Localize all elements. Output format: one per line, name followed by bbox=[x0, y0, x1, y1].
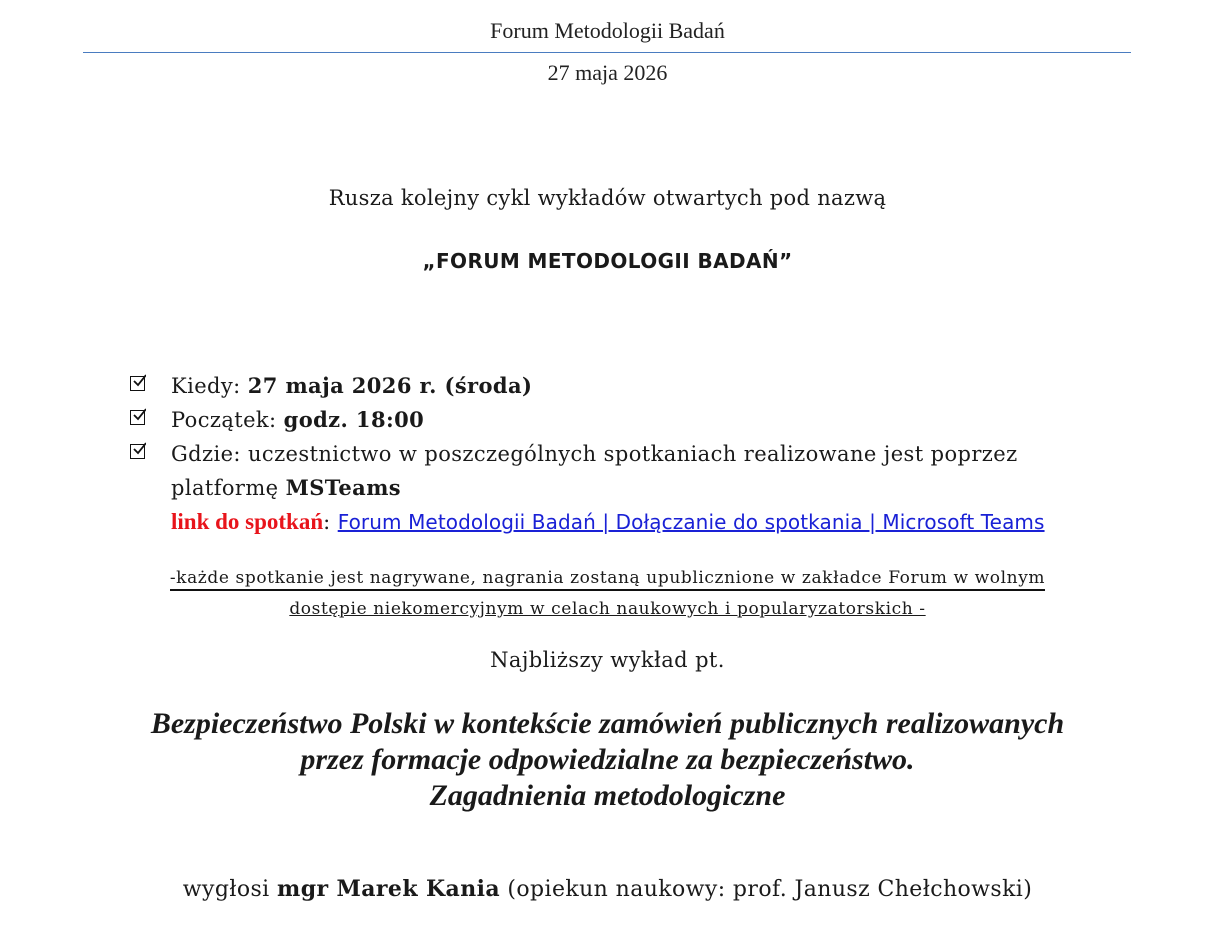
checkbox-icon bbox=[130, 410, 145, 425]
lecture-title-line2: przez formacje odpowiedzialne za bezpieczeństwo. bbox=[300, 743, 915, 776]
where-value: MSTeams bbox=[285, 475, 402, 500]
info-when bbox=[130, 369, 1130, 403]
info-list bbox=[130, 369, 1130, 539]
recording-notice-line2: dostępie niekomercyjnym w celach naukowych i popularyzatorskich - bbox=[289, 599, 926, 619]
checkbox-icon bbox=[130, 444, 145, 459]
checkbox-icon bbox=[130, 376, 145, 391]
start-value: godz. 18:00 bbox=[283, 407, 425, 432]
info-start bbox=[130, 403, 1130, 437]
meeting-link-row bbox=[130, 505, 1130, 539]
header-date: 27 maja 2026 bbox=[547, 60, 668, 85]
lecture-title bbox=[0, 706, 1215, 814]
lecture-title-line1: Bezpieczeństwo Polski w kontekście zamówień publicznych realizowanych bbox=[150, 707, 1065, 740]
where-label: Gdzie: uczestnictwo w poszczególnych spotkaniach realizowane jest poprzez platformę bbox=[171, 442, 1018, 500]
lecture-title-line3: Zagadnienia metodologiczne bbox=[429, 779, 786, 812]
meeting-link[interactable]: Forum Metodologii Badań | Dołączanie do spotkania | Microsoft Teams bbox=[337, 510, 1045, 534]
recording-notice-line1: -każde spotkanie jest nagrywane, nagrania zostaną upublicznione w zakładce Forum w wolnym bbox=[170, 567, 1045, 591]
next-lecture-label: Najbliższy wykład pt. bbox=[490, 648, 725, 672]
when-value: 27 maja 2026 r. (środa) bbox=[247, 373, 533, 398]
intro-text: Rusza kolejny cykl wykładów otwartych pod nazwą bbox=[328, 186, 887, 210]
header-title: Forum Metodologii Badań bbox=[490, 18, 725, 43]
speaker-line bbox=[0, 876, 1215, 902]
when-label: Kiedy: bbox=[171, 374, 248, 398]
series-name: „FORUM METODOLOGII BADAŃ” bbox=[422, 249, 793, 273]
info-where bbox=[130, 437, 1130, 505]
recording-notice bbox=[0, 563, 1215, 625]
meeting-link-separator: : bbox=[323, 510, 338, 534]
speaker-prefix: wygłosi bbox=[182, 877, 278, 902]
start-label: Początek: bbox=[171, 408, 284, 432]
header-divider bbox=[83, 52, 1131, 53]
speaker-suffix: (opiekun naukowy: prof. Janusz Chełchowski) bbox=[500, 877, 1033, 902]
meeting-link-label: link do spotkań bbox=[171, 509, 324, 534]
speaker-name: mgr Marek Kania bbox=[277, 876, 501, 902]
